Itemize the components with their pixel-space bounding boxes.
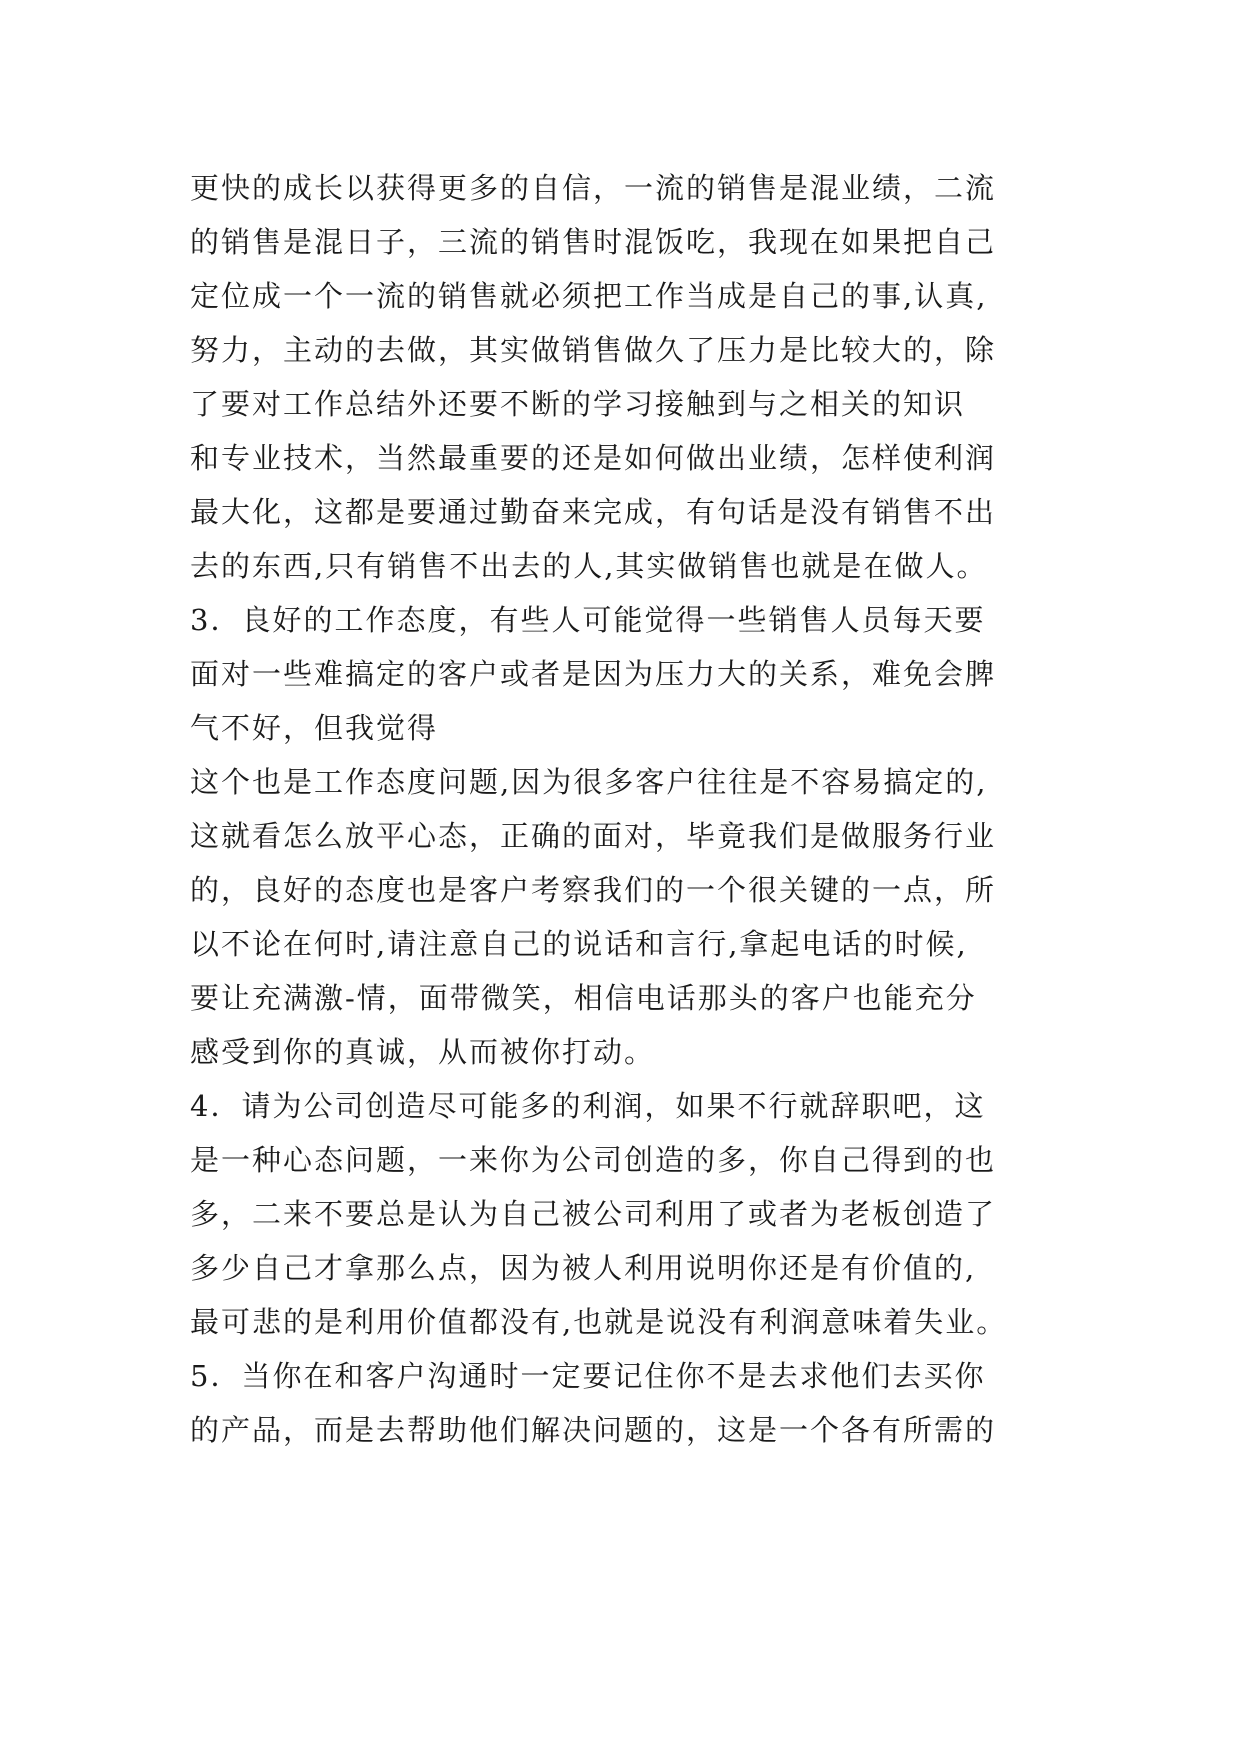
text-line: 定位成一个一流的销售就必须把工作当成是自己的事,认真, (190, 279, 988, 313)
text-line: 去的东西,只有销售不出去的人,其实做销售也就是在做人。 (190, 549, 988, 583)
text-line: 多少自己才拿那么点，因为被人利用说明你还是有价值的, (190, 1251, 977, 1285)
text-line: 要让充满激-情，面带微笑，相信电话那头的客户也能充分 (190, 981, 977, 1015)
text-line: 最大化，这都是要通过勤奋来完成，有句话是没有销售不出 (190, 495, 997, 529)
text-line: 和专业技术，当然最重要的还是如何做出业绩，怎样使利润 (190, 441, 997, 475)
text-line: 气不好，但我觉得 (190, 711, 439, 745)
text-line: 感受到你的真诚，从而被你打动。 (190, 1035, 656, 1069)
text-line: 的，良好的态度也是客户考察我们的一个很关键的一点，所 (190, 873, 997, 907)
text-line: 更快的成长以获得更多的自信，一流的销售是混业绩，二流 (190, 171, 997, 205)
text-line: 最可悲的是利用价值都没有,也就是说没有利润意味着失业。 (190, 1305, 1008, 1339)
text-line: 这就看怎么放平心态，正确的面对，毕竟我们是做服务行业 (190, 819, 997, 853)
text-line: 3．良好的工作态度，有些人可能觉得一些销售人员每天要 (190, 603, 986, 637)
text-line: 5．当你在和客户沟通时一定要记住你不是去求他们去买你 (190, 1359, 986, 1393)
text-line: 这个也是工作态度问题,因为很多客户往往是不容易搞定的, (190, 765, 988, 799)
text-line: 了要对工作总结外还要不断的学习接触到与之相关的知识 (190, 387, 966, 421)
text-line: 是一种心态问题，一来你为公司创造的多，你自己得到的也 (190, 1143, 997, 1177)
text-line: 以不论在何时,请注意自己的说话和言行,拿起电话的时候, (190, 927, 968, 961)
text-line: 的产品，而是去帮助他们解决问题的，这是一个各有所需的 (190, 1413, 997, 1447)
text-line: 面对一些难搞定的客户或者是因为压力大的关系，难免会脾 (190, 657, 997, 691)
text-line: 的销售是混日子，三流的销售时混饭吃，我现在如果把自己 (190, 225, 997, 259)
document-body (190, 161, 1066, 1457)
text-line: 4．请为公司创造尽可能多的利润，如果不行就辞职吧，这 (190, 1089, 986, 1123)
text-line: 努力，主动的去做，其实做销售做久了压力是比较大的，除 (190, 333, 997, 367)
text-line: 多，二来不要总是认为自己被公司利用了或者为老板创造了 (190, 1197, 997, 1231)
